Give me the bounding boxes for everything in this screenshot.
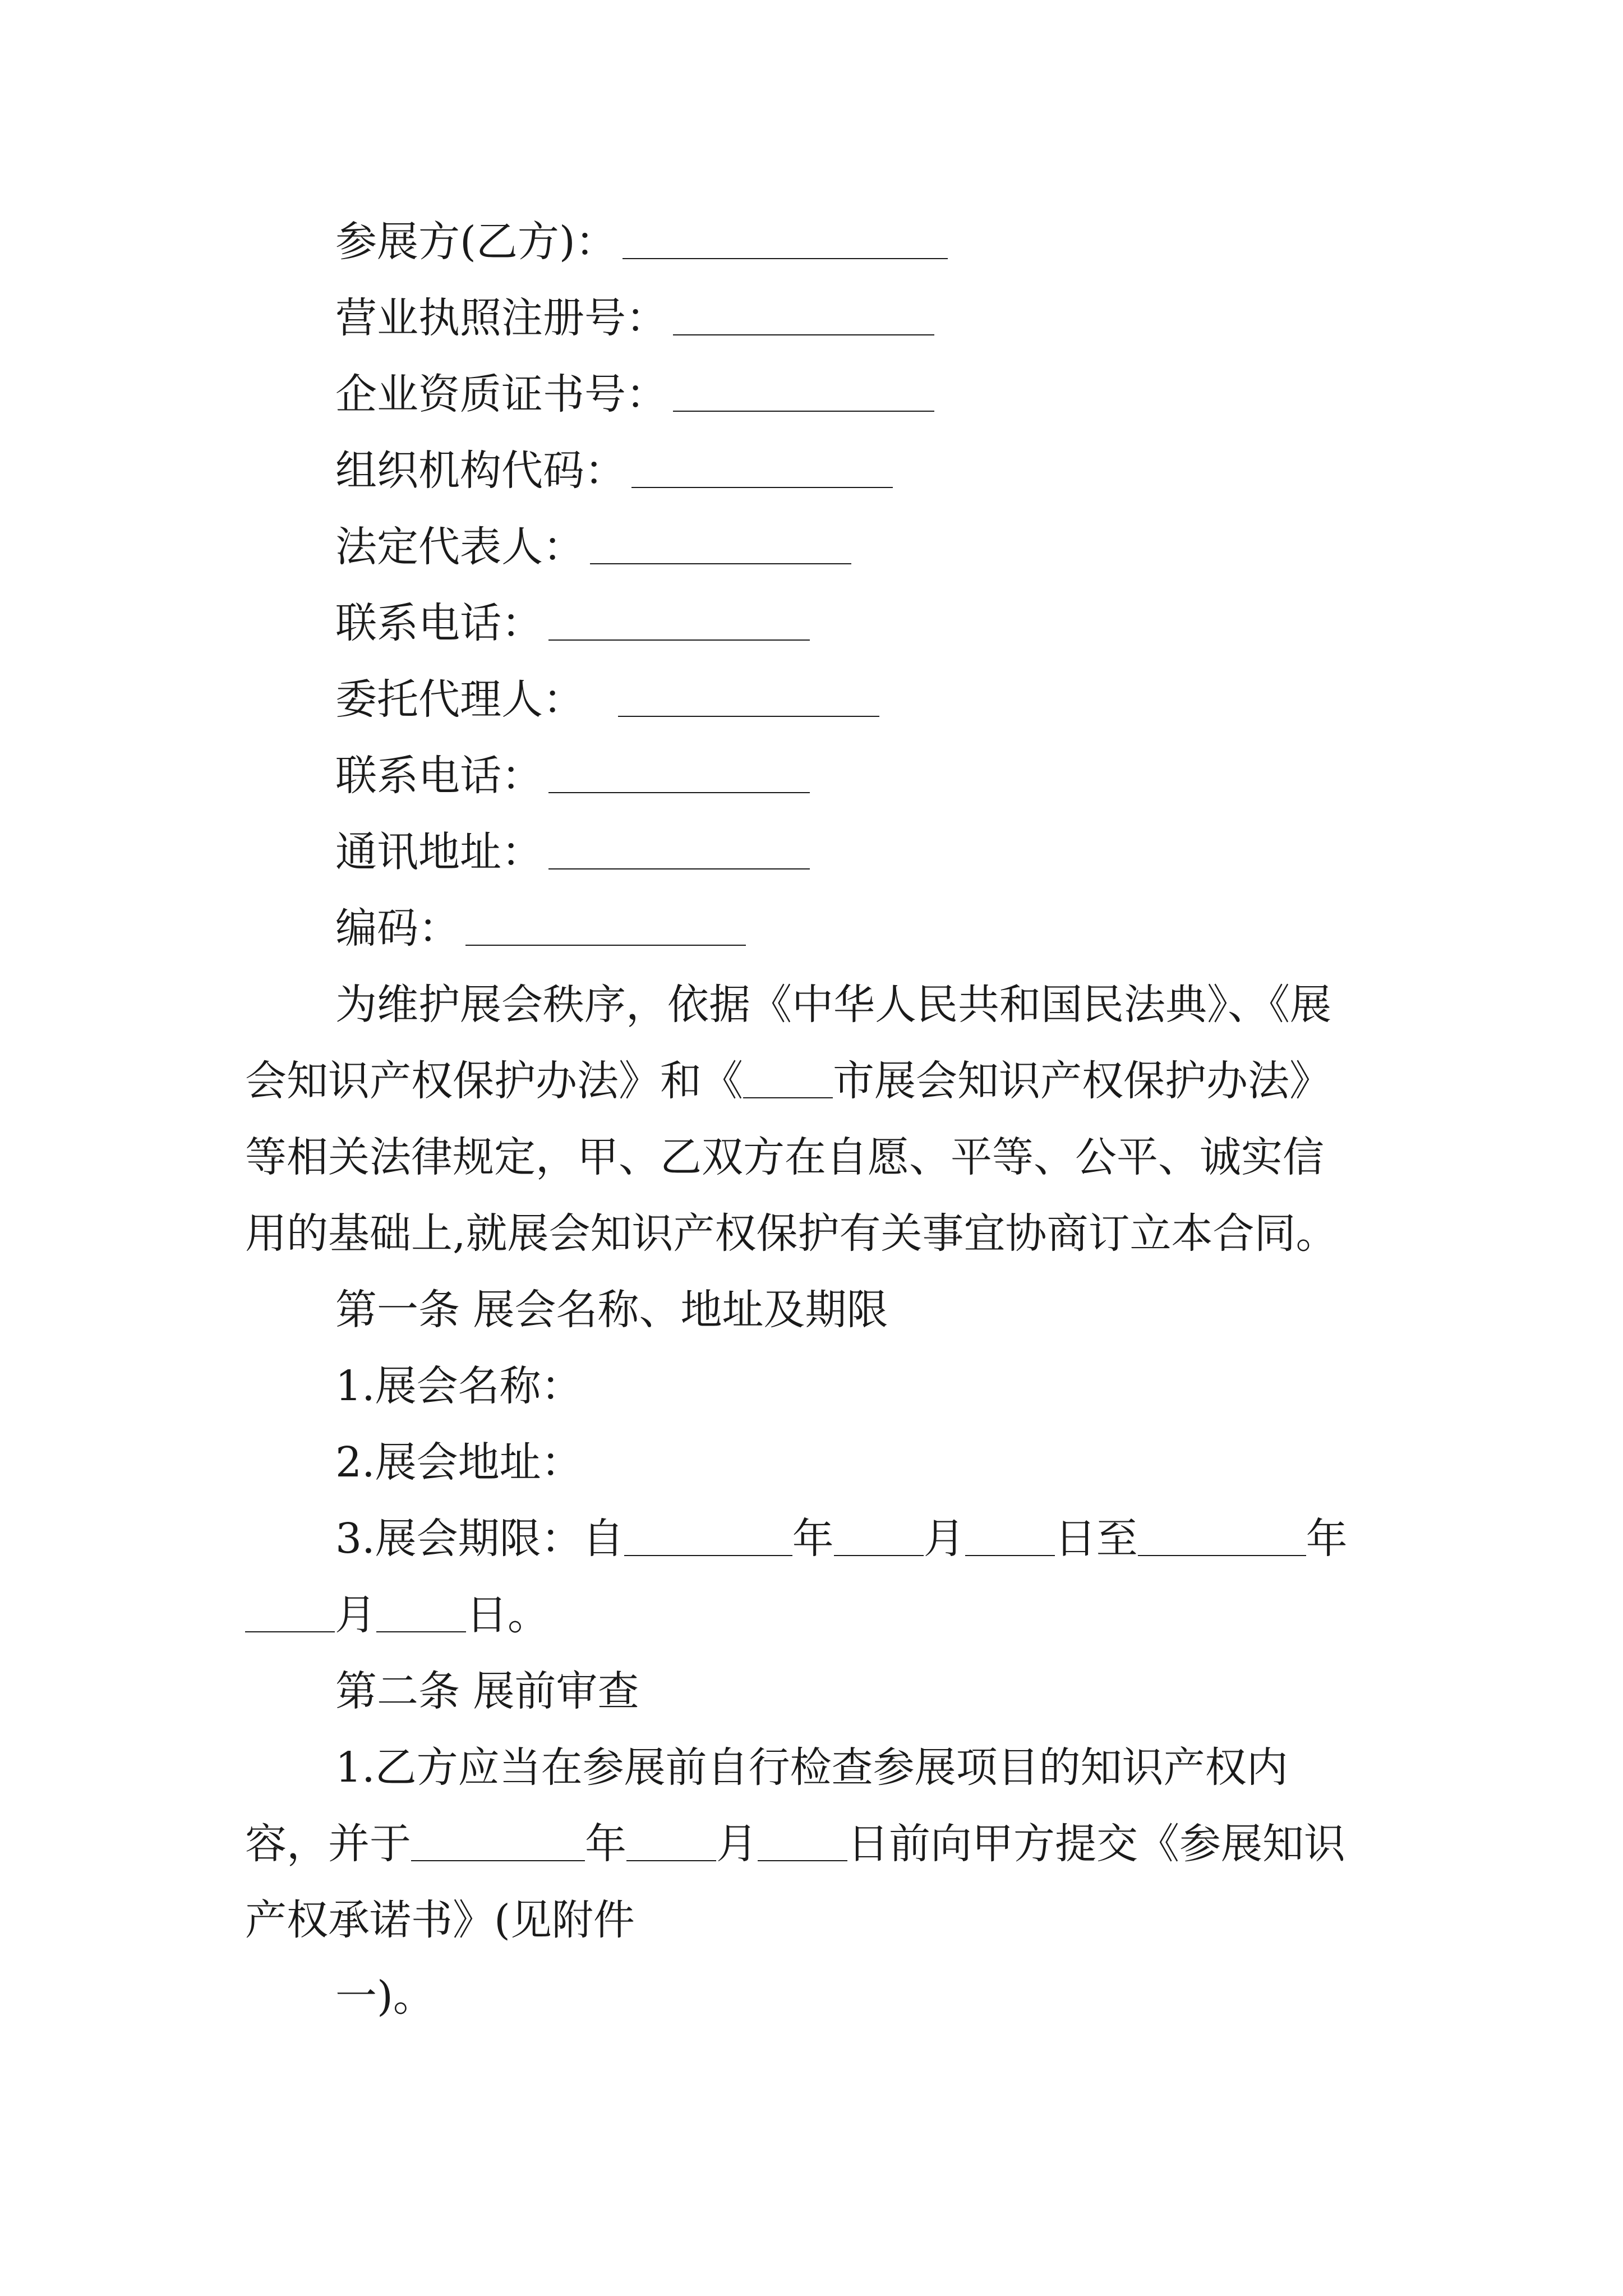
agent-blank <box>618 715 879 717</box>
submit-month-blank <box>626 1860 716 1861</box>
article-2-item-1-line-4: 一)。 <box>335 1972 435 2021</box>
postcode-blank <box>465 944 746 946</box>
address-blank <box>548 868 810 869</box>
term-prefix: 3.展会期限：自 <box>335 1515 624 1563</box>
agent-line <box>335 669 879 730</box>
postcode-label: 编码： <box>335 904 460 953</box>
qualification-no-blank <box>673 410 934 412</box>
preamble-line-2 <box>245 1050 1331 1112</box>
postcode-line <box>335 898 746 959</box>
article-2-item-1-line-3: 产权承诺书》(见附件 <box>245 1896 635 1944</box>
legal-rep-blank <box>590 563 851 564</box>
start-month-blank <box>834 1554 924 1556</box>
participant-blank <box>623 257 948 259</box>
org-code-label: 组织机构代码： <box>335 447 626 495</box>
term-month-1: 月 <box>923 1515 965 1563</box>
legal-rep-line <box>335 516 851 578</box>
participant-line <box>335 211 948 273</box>
phone-blank-2 <box>548 792 810 793</box>
agent-label: 委托代理人： <box>335 675 584 724</box>
phone-line-1 <box>335 592 810 654</box>
qualification-no-label: 企业资质证书号： <box>335 370 667 418</box>
article-2-title: 第二条 展前审查 <box>335 1667 639 1715</box>
article-2-item-1-line-2 <box>245 1813 1345 1875</box>
submit-year: 年 <box>585 1820 626 1868</box>
article-1-item-2: 2.展会地址： <box>335 1438 583 1487</box>
term-day-end: 日。 <box>466 1591 549 1639</box>
phone-label-2: 联系电话： <box>335 752 543 800</box>
license-no-label: 营业执照注册号： <box>335 294 667 342</box>
term-year-1: 年 <box>792 1515 834 1563</box>
license-no-line <box>335 287 934 349</box>
end-day-blank <box>376 1631 466 1632</box>
preamble-line-3: 等相关法律规定，甲、乙双方在自愿、平等、公平、诚实信 <box>245 1133 1324 1181</box>
submit-month: 月 <box>716 1820 758 1868</box>
article-1-item-3-line-1 <box>335 1508 1348 1570</box>
phone-label-1: 联系电话： <box>335 599 543 647</box>
article-1-item-3-line-2 <box>245 1584 549 1646</box>
org-code-line <box>335 440 893 501</box>
article-1-item-1: 1.展会名称： <box>335 1362 583 1410</box>
address-label: 通讯地址： <box>335 828 543 876</box>
submit-day-blank <box>758 1860 847 1861</box>
start-year-blank <box>624 1554 792 1556</box>
end-year-blank <box>1138 1554 1306 1556</box>
license-no-blank <box>673 334 934 335</box>
qualification-no-line <box>335 364 934 425</box>
address-line <box>335 821 810 883</box>
submit-suffix: 日前向甲方提交《参展知识 <box>847 1820 1345 1868</box>
submit-year-blank <box>411 1860 585 1861</box>
participant-label: 参展方(乙方)： <box>335 218 617 266</box>
article-2-item-1-line-1: 1.乙方应当在参展前自行检查参展项目的知识产权内 <box>335 1743 1288 1792</box>
legal-rep-label: 法定代表人： <box>335 523 584 571</box>
article-1-title: 第一条 展会名称、地址及期限 <box>335 1286 888 1334</box>
submit-prefix: 容，并于 <box>245 1820 411 1868</box>
preamble-line-1: 为维护展会秩序，依据《中华人民共和国民法典》、《展 <box>335 981 1331 1029</box>
term-month-2: 月 <box>335 1591 376 1639</box>
end-month-blank <box>245 1631 335 1632</box>
city-blank <box>743 1097 833 1098</box>
preamble-line-4: 用的基础上,就展会知识产权保护有关事宜协商订立本合同。 <box>245 1209 1338 1258</box>
start-day-blank <box>965 1554 1055 1556</box>
phone-blank-1 <box>548 639 810 641</box>
preamble-line-2b: 市展会知识产权保护办法》 <box>833 1057 1331 1105</box>
term-day-to: 日至 <box>1054 1515 1138 1563</box>
phone-line-2 <box>335 745 810 807</box>
preamble-line-2a: 会知识产权保护办法》和《 <box>245 1057 743 1105</box>
term-year-2: 年 <box>1306 1515 1348 1563</box>
org-code-blank <box>631 486 893 488</box>
